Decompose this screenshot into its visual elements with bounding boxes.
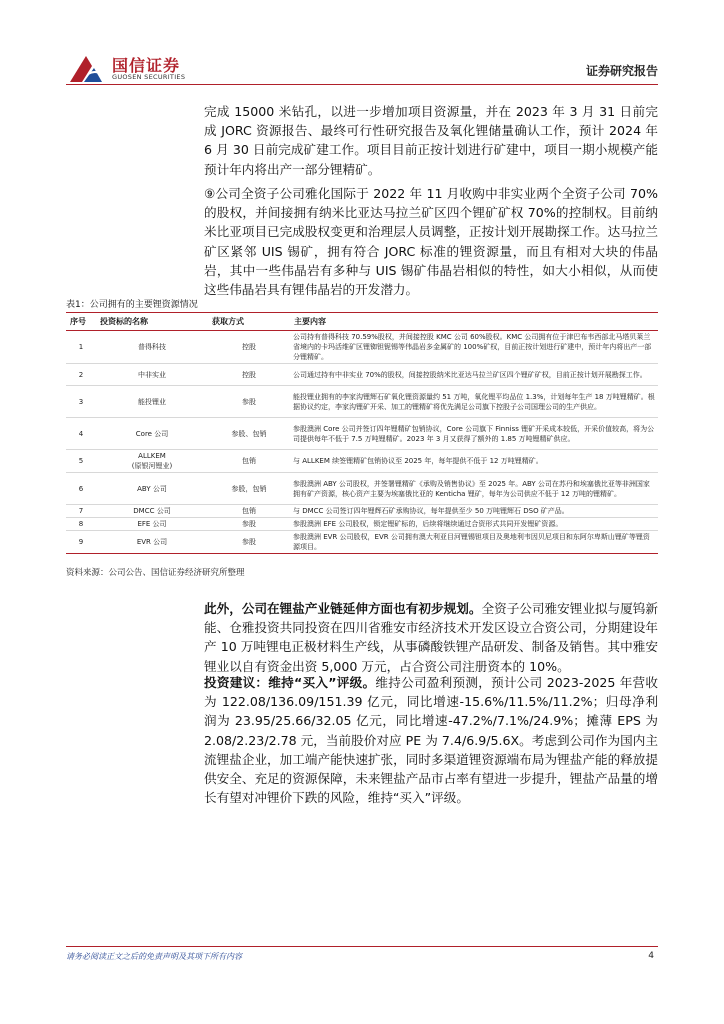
header-name: 投资标的名称 <box>96 313 208 331</box>
cell-no: 5 <box>66 450 96 473</box>
table-caption: 表1：公司拥有的主要锂资源情况 <box>66 300 198 310</box>
resource-table <box>66 312 658 554</box>
header-content: 主要内容 <box>290 313 658 331</box>
paragraph-top-1 <box>204 102 658 179</box>
page-number: 4 <box>648 951 654 961</box>
report-type-label: 证券研究报告 <box>585 64 658 78</box>
paragraph-lead: 投资建议：维持“买入”评级。 <box>204 675 376 690</box>
paragraph-investment <box>204 673 658 807</box>
cell-no: 3 <box>66 386 96 418</box>
cell-method: 控股 <box>208 331 290 364</box>
cell-method: 参股 <box>208 531 290 554</box>
cell-content: 公司持有普得科技 70.59%股权，并间接控股 KMC 公司 60%股权。KMC 公司拥有位于津巴布韦西部北马塔贝莱兰省境内的卡玛活维矿区锂铷钽铌锡等伟晶岩多金属矿的 100%矿权，目前正按计划进行矿建中，预计年内将出产一部分锂精矿。 <box>290 331 658 364</box>
table-row <box>66 364 658 386</box>
cell-method: 参股 <box>208 386 290 418</box>
guosen-logo-icon <box>68 52 104 86</box>
footer-divider <box>66 946 658 947</box>
cell-content: 参股澳洲 ABY 公司股权，并签署锂精矿《承购及销售协议》至 2025 年。ABY 公司在苏丹和埃塞俄比亚等非洲国家拥有矿产资源，核心资产主要为埃塞俄比亚的 Kenticha 锂矿，每年为公司供应不低于 12 万吨的锂精矿。 <box>290 473 658 505</box>
company-logo <box>68 52 218 88</box>
cell-name: 能投锂业 <box>96 386 208 418</box>
cell-name: DMCC 公司 <box>96 505 208 518</box>
cell-no: 1 <box>66 331 96 364</box>
table-row <box>66 518 658 531</box>
table-source: 资料来源：公司公告、国信证券经济研究所整理 <box>66 568 245 578</box>
cell-method: 参股 <box>208 518 290 531</box>
cell-content: 能投锂业拥有的李家沟锂辉石矿氧化锂资源量约 51 万吨，氧化锂平均品位 1.3%，计划每年生产 18 万吨锂精矿。根据协议约定，李家沟锂矿开采、加工的锂精矿将优先满足公司旗下控股子公司国理公司的生产供应。 <box>290 386 658 418</box>
header-method: 获取方式 <box>208 313 290 331</box>
cell-no: 2 <box>66 364 96 386</box>
cell-method: 控股 <box>208 364 290 386</box>
cell-name: ALLKEM (原银河锂业) <box>96 450 208 473</box>
cell-no: 9 <box>66 531 96 554</box>
cell-no: 4 <box>66 418 96 450</box>
cell-name: EFE 公司 <box>96 518 208 531</box>
table-row <box>66 473 658 505</box>
cell-content: 与 DMCC 公司签订四年锂辉石矿承购协议，每年提供至少 50 万吨锂辉石 DSO 矿产品。 <box>290 505 658 518</box>
cell-no: 7 <box>66 505 96 518</box>
paragraph-lead: 此外，公司在锂盐产业链延伸方面也有初步规划。 <box>204 601 482 616</box>
cell-content: 参股澳洲 Core 公司并签订四年锂精矿包销协议，Core 公司旗下 Finniss 锂矿开采成本较低，开采价值较高，将为公司提供每年不低于 7.5 万吨锂精矿。2023 年 3 月又获得了额外的 1.85 万吨锂精矿供应。 <box>290 418 658 450</box>
cell-name: Core 公司 <box>96 418 208 450</box>
cell-method: 包销 <box>208 505 290 518</box>
cell-content: 公司通过持有中非实业 70%的股权，间接控股纳米比亚达马拉兰矿区四个锂矿矿权，目前正按计划开展勘探工作。 <box>290 364 658 386</box>
paragraph-text: 全资子公司雅安锂业拟与厦钨新能、仓雅投资共同投资在四川省雅安市经济技术开发区设立合资公司，分期建设年产 10 万吨锂电正极材料生产线，从事磷酸铁锂产品研发、制备及销售。其中雅安锂业以自有资金出资 5,000 万元，占合资公司注册资本的 10%。 <box>204 601 659 674</box>
cell-name: 中非实业 <box>96 364 208 386</box>
disclaimer-link[interactable]: 请务必阅读正文之后的免责声明及其项下所有内容 <box>66 952 242 961</box>
cell-no: 6 <box>66 473 96 505</box>
logo-chinese-name: 国信证券 <box>112 56 181 75</box>
cell-method: 包销 <box>208 450 290 473</box>
header-divider <box>66 84 658 85</box>
page-header <box>0 0 724 90</box>
cell-content: 参股澳洲 EVR 公司股权，EVR 公司拥有澳大利亚目河锂锡钽项目及奥地利韦因贝尼项目和东阿尔卑斯山锂矿等锂资源项目。 <box>290 531 658 554</box>
cell-name: 普得科技 <box>96 331 208 364</box>
table-row <box>66 418 658 450</box>
header-no: 序号 <box>66 313 96 331</box>
lithium-resource-table <box>66 298 658 554</box>
paragraph-text: 维持公司盈利预测，预计公司 2023-2025 年营收为 122.08/136.09/151.39 亿元，同比增速-15.6%/11.5%/11.2%；归母净利润为 23.95/25.66/32.05 亿元，同比增速-47.2%/7.1%/24.9%；摊薄 EPS 为 2.08/2.23/2.78 元，当前股价对应 PE 为 7.4/6.9/5.6X。考虑到公司作为国内主流锂盐企业，加工端产能快速扩张，同时多渠道锂资源端布局为锂盐产能的释放提供安全、充足的资源保障，未来锂盐产品市占率有望进一步提升，锂盐产品量的增长有望对冲锂价下跌的风险，维持“买入”评级。 <box>204 675 658 806</box>
cell-content: 参股澳洲 EFE 公司股权，锁定锂矿标的，后续将继续通过合资形式共同开发锂矿资源。 <box>290 518 658 531</box>
paragraph-industry <box>204 599 658 676</box>
table-row <box>66 450 658 473</box>
cell-no: 8 <box>66 518 96 531</box>
cell-method: 参股、包销 <box>208 418 290 450</box>
paragraph-text: 完成 15000 米钻孔，以进一步增加项目资源量，并在 2023 年 3 月 31 日前完成 JORC 资源报告、最终可行性研究报告及氧化锂储量确认工作，预计 2024 年 6 月 30 日前完成矿建工作。项目目前正按计划进行矿建中，项目一期小规模产能预计年内将出产一部分锂精矿。 <box>204 104 658 177</box>
cell-method: 参股，包销 <box>208 473 290 505</box>
table-row <box>66 386 658 418</box>
cell-name: ABY 公司 <box>96 473 208 505</box>
table-row <box>66 505 658 518</box>
table-header-row <box>66 313 658 331</box>
paragraph-top-2 <box>204 184 658 299</box>
cell-content: 与 ALLKEM 续签锂精矿包销协议至 2025 年，每年提供不低于 12 万吨锂精矿。 <box>290 450 658 473</box>
cell-name: EVR 公司 <box>96 531 208 554</box>
table-row <box>66 531 658 554</box>
logo-english-name: GUOSEN SECURITIES <box>112 73 186 81</box>
table-row <box>66 331 658 364</box>
paragraph-text: ⑨公司全资子公司雅化国际于 2022 年 11 月收购中非实业两个全资子公司 70%的股权，并间接拥有纳米比亚达马拉兰矿区四个锂矿矿权 70%的控制权。目前纳米比亚项目已完成股权变更和治理层人员调整，正按计划开展勘探工作。达马拉兰矿区紧邻 UIS 锡矿，拥有符合 JORC 标准的锂资源量，而且有相对大块的伟晶岩，其中一些伟晶岩有多种与 UIS 锡矿伟晶岩相似的特性，如大小相似，从而使这些伟晶岩具有锂伟晶岩的开发潜力。 <box>204 186 658 298</box>
